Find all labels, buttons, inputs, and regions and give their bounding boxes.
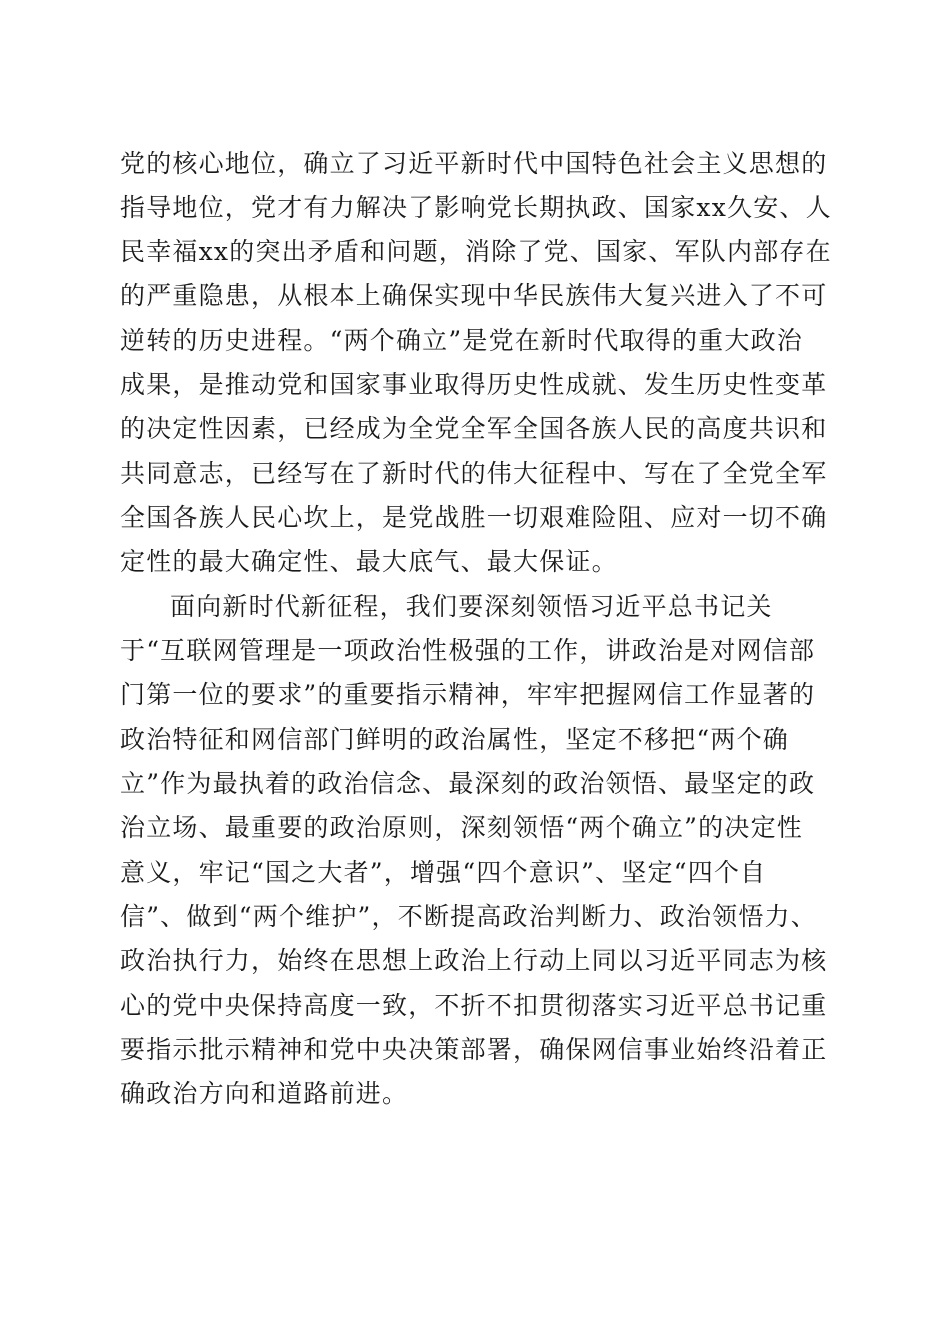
paragraph-2-line-2: 于“互联网管理是一项政治性极强的工作，讲政治是对网信部 [120, 636, 816, 665]
paragraph-1-line-9: 全国各族人民心坎上，是党战胜一切艰难险阻、应对一切不确 [120, 503, 828, 532]
paragraph-2-line-3: 门第一位的要求”的重要指示精神，牢牢把握网信工作显著的 [120, 680, 816, 709]
paragraph-2-line-5: 立”作为最执着的政治信念、最深刻的政治领悟、最坚定的政 [120, 769, 816, 798]
paragraph-1-line-4: 的严重隐患，从根本上确保实现中华民族伟大复兴进入了不可 [120, 281, 828, 310]
paragraph-1-line-8: 共同意志，已经写在了新时代的伟大征程中、写在了全党全军 [120, 459, 828, 488]
paragraph-2-line-4: 政治特征和网信部门鲜明的政治属性，坚定不移把“两个确 [120, 725, 789, 754]
paragraph-1-line-7: 的决定性因素，已经成为全党全军全国各族人民的高度共识和 [120, 414, 828, 443]
paragraph-1-line-6: 成果，是推动党和国家事业取得历史性成就、发生历史性变革 [120, 370, 828, 399]
paragraph-2-line-12: 确政治方向和道路前进。 [120, 1079, 409, 1108]
paragraph-1-line-2: 指导地位，党才有力解决了影响党长期执政、国家xx久安、人 [120, 193, 832, 222]
paragraph-2-line-11: 要指示批示精神和党中央决策部署，确保网信事业始终沿着正 [120, 1035, 828, 1064]
paragraph-1-line-3: 民幸福xx的突出矛盾和问题，消除了党、国家、军队内部存在 [120, 237, 832, 266]
paragraph-2-line-6: 治立场、最重要的政治原则，深刻领悟“两个确立”的决定性 [120, 813, 803, 842]
paragraph-2-line-1: 面向新时代新征程，我们要深刻领悟习近平总书记关 [170, 592, 773, 621]
paragraph-2-line-8: 信”、做到“两个维护”，不断提高政治判断力、政治领悟力、 [120, 902, 817, 931]
paragraph-2-line-7: 意义，牢记“国之大者”，增强“四个意识”、坚定“四个自 [120, 858, 767, 887]
paragraph-1-line-5: 逆转的历史进程。“两个确立”是党在新时代取得的重大政治 [120, 326, 803, 355]
paragraph-2-line-9: 政治执行力，始终在思想上政治上行动上同以习近平同志为核 [120, 946, 828, 975]
paragraph-1-line-1: 党的核心地位，确立了习近平新时代中国特色社会主义思想的 [120, 149, 828, 178]
paragraph-1-line-10: 定性的最大确定性、最大底气、最大保证。 [120, 547, 618, 576]
paragraph-2-line-10: 心的党中央保持高度一致，不折不扣贯彻落实习近平总书记重 [120, 991, 828, 1020]
